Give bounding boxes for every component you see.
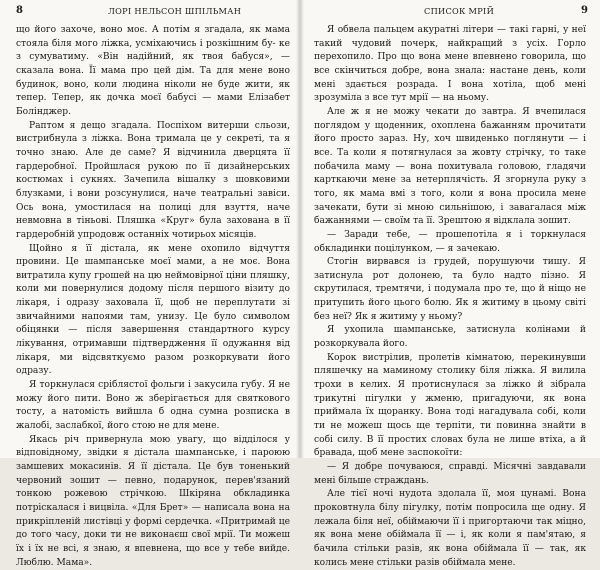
page-number-left: 8 [16,5,23,16]
paragraph: Але ж я не можу чекати до завтра. Я вчепилася поглядом у щоденник, охоплена бажанням прочитати його просто зараз. Ну, хоч швиденько поглянути — і все. Та коли я потягнулася за жовту стрічку, то таке побачила маму — вона похитувала головою, гладячи карткаючи мене за нетерплячість. Я згорнула руку з того, як мама вмі з того, коли я вона просила мене зачекати, бути зі мною сильнішою, і завагалася між бажаннями — своїм та її. Зрештою я відклала зошит. [314,106,586,227]
paragraph: Я торкнулася сріблястої фольги і закусила губу. Я не можу його пити. Воно ж зберігається для святкового тосту, а натомість вийшла б одна сумна розписка в жалобі, заслабкої, його стою не для мене. [16,380,290,432]
paragraph: що його захоче, воно моє. А потім я згадала, як мама стояла біля мого ліжка, усміхаючись і розкішним бу- ке з сумуватиму. «Він надійний, як твоя бабуся», — сказала вона. Її мама про цей дім. Та для мене воно будинок, воно, коли людина ніколи не буде жити, як тепер. Тепер, як дочка моєї бабусі — мами Елізабет Болінджер. [16,25,290,117]
page-number-right: 9 [581,5,588,16]
right-page [300,0,600,568]
book-gutter [296,0,304,458]
running-header-left: ЛОРІ НЕЛЬСОН ШПІЛЬМАН [108,6,242,16]
paragraph: Але тієї ночі нудота здолала її, моя цунамі. Вона проковтнула білу пігулку, потім попросила ще одну. Я лежала біля неї, обіймаючи її і пригортаючи так міцно, як вона мене обіймала її — і, як коли я пам'ятаю, я бачила стільки разів, як вона обіймала її — так, як колись мене стільки разів обіймала мене. [314,489,586,568]
paragraph: Якась річ привернула мою увагу, що відділося у відповідному, звідки я дістала шампанське, і пароюю замшевих мокасинів. Я її дістала. Це був тоненький червоний зошит — певно, подарунок, перев'язаний тонкою рожевою стрічкою. Шкіряна обкладинка потріскалася і вицвіла. «Для Брет» — написала вона на прикріпленій листівці у формі сердечка. «Притримай це до того часу, доки ти не виконаєш свої мрії. Ти можеш їх і їх не всі, я знаю, я впевнена, що все у тебе вийде. Люблю. Мама». [16,434,290,568]
right-page-body [314,24,586,570]
left-page [0,0,300,568]
running-header-right: СПИСОК МРІЙ [424,6,495,16]
paragraph: — Заради тебе, — прошепотіла я і торкнулася обкладинки поцілунком, — я зачекаю. [314,229,586,254]
paragraph: Я обвела пальцем акуратні літери — такі гарні, у неї такий чудовий почерк, найкращий з усіх. Горло перехопило. Про що вона мене впевнено говорила, що все скінчиться добре, вона знала: настане день, коли мені здається розрада. І вона хотіла, щоб мені зрозуміла з все тут мрії — на ньому. [314,25,586,104]
paragraph: Стогін вирвався із грудей, порушуючи тишу. Я затиснула рот долонею, та було надто пізно. Я скрутилася, тремтячи, і подумала про те, що й ніщо не притупить його цього болю. Як я житиму в цьому світі без неї? Як я житиму у ньому? [314,257,586,322]
paragraph: — Я добре почуваюся, справді. Місячні завдавали мені більше страждань. [314,462,586,486]
left-page-body [16,24,290,570]
paragraph: Раптом я дещо згадала. Поспіхом витерши сльози, вистрибнула з ліжка. Вона тримала це у секреті, та я точно знаю. Але де саме? Я відчинила дверцята її гардеробної. Пройшлася рукою по її дизайнерських костюмах і сукнях. Зачепила вішалку з шовковими блузками, і вони розсунулися, наче театральні завіси. Ось вона, умостилася на полиці для взуття, наче невмовна в тіньові. Пляшка «Круг» була захована в її гардеробній упродовж останніх чотирьох місяців. [16,120,290,240]
paragraph: Щойно я її дістала, як мене охопило відчуття провини. Це шампанське моєї мами, а не моє. Вона витратила купу грошей на цю неймовірної ціни пляшку, коли ми повернулися додому після першого візиту до лікаря, і одразу заховала її, щоб не переплутати зі звичайними напоями там, унизу. Це було символом обіцянки — після завершення стандартного курсу лікування, отримавши підтвердження її одужання від лікаря, ми відсвяткуємо разом розкоркувати його одразу. [16,243,290,377]
paragraph: Я ухопила шампанське, затиснула колінами й розкоркувала його. [314,325,586,350]
paragraph: Корок вистрілив, пролетів кімнатою, перекинувши пляшечку на маминому столику біля ліжка. Я вилила трохи в келих. Я протиснулася за ліжко й зібрала трикутні пігулки у жменю, пригадуючи, як вона приймала їх щоранку. Вона тоді нагадувала собі, коли ти не можеш щось ще терпіти, ти повинна знайти в собі силу. В її простих словах була не лише втіха, а й бравада, щоб мене заспокоїти: [314,352,586,459]
